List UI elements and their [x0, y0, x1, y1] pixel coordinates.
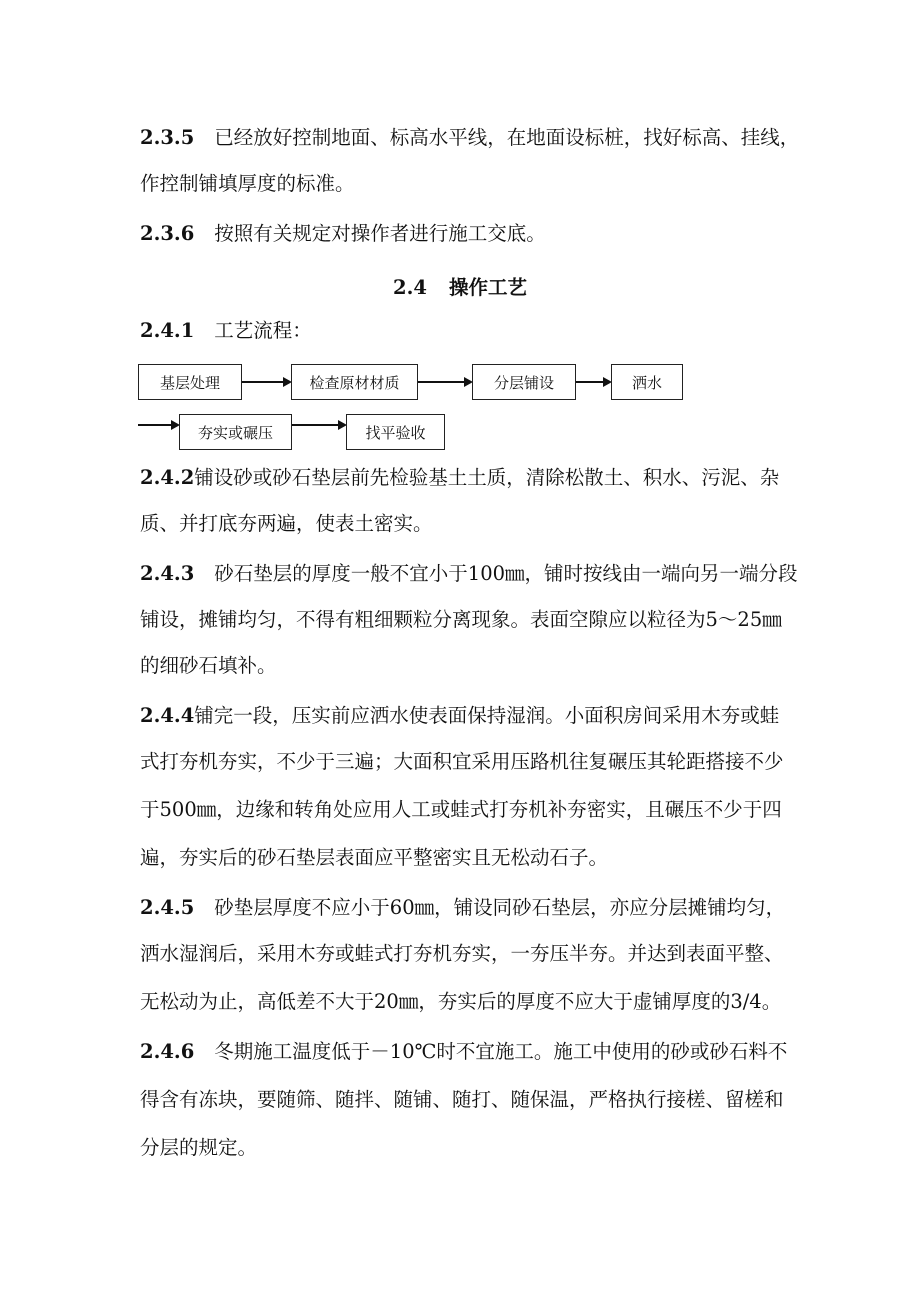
- para-2-3-5-line1: [140, 128, 799, 148]
- para-2-3-6: [140, 224, 546, 244]
- para-text: 按照有关规定对操作者进行施工交底。: [214, 222, 546, 245]
- para-2-4-2-line2: 质、并打底夯两遍，使表土密实。: [140, 512, 433, 535]
- para-2-4-4-line4: 遍，夯实后的砂石垫层表面应平整密实且无松动石子。: [140, 846, 609, 869]
- para-2-4-3-line2: 铺设，摊铺均匀，不得有粗细颗粒分离现象。表面空隙应以粒径为5～25㎜: [140, 608, 782, 631]
- flow-arrow-icon: [242, 381, 290, 383]
- para-2-4-5-line2: 洒水湿润后，采用木夯或蛙式打夯机夯实，一夯压半夯。并达到表面平整、: [140, 942, 784, 965]
- para-number: 2.4.2: [140, 466, 195, 489]
- para-2-4-6-line1: [140, 1042, 787, 1062]
- para-number: 2.4.5: [140, 896, 195, 919]
- para-text: 铺设砂或砂石垫层前先检验基土土质，清除松散土、积水、污泥、杂: [194, 466, 780, 489]
- section-number: 2.4: [393, 276, 427, 299]
- para-2-4-4-line2: 式打夯机夯实，不少于三遍；大面积宜采用压路机往复碾压其轮距搭接不少: [140, 750, 784, 773]
- para-text: 砂石垫层的厚度一般不宜小于100㎜，铺时按线由一端向另一端分段: [214, 562, 798, 585]
- flow-step-material-check: 检查原材材质: [291, 364, 418, 400]
- flow-arrow-icon: [418, 381, 471, 383]
- flow-arrow-icon: [292, 424, 345, 426]
- para-number: 2.3.6: [140, 222, 195, 245]
- para-2-4-3-line1: [140, 564, 798, 584]
- flow-step-leveling-acceptance: 找平验收: [346, 414, 445, 450]
- section-title: 操作工艺: [448, 276, 527, 299]
- para-2-4-2-line1: [140, 468, 779, 488]
- flow-step-compaction: 夯实或碾压: [179, 414, 292, 450]
- para-text: 铺完一段，压实前应洒水使表面保持湿润。小面积房间采用木夯或蛙: [194, 704, 780, 727]
- para-text: 冬期施工温度低于－10℃时不宜施工。施工中使用的砂或砂石料不: [214, 1040, 788, 1063]
- para-text: 已经放好控制地面、标高水平线，在地面设标桩，找好标高、挂线，: [214, 126, 800, 149]
- para-number: 2.4.3: [140, 562, 195, 585]
- para-2-4-4-line1: [140, 706, 779, 726]
- para-2-4-6-line2: 得含有冻块，要随筛、随拌、随铺、随打、随保温，严格执行接槎、留槎和: [140, 1088, 784, 1111]
- flow-arrow-icon: [138, 424, 178, 426]
- flow-arrow-icon: [576, 381, 610, 383]
- para-2-4-3-line3: 的细砂石填补。: [140, 654, 277, 677]
- flow-step-layered-laying: 分层铺设: [472, 364, 576, 400]
- para-number: 2.4.4: [140, 704, 195, 727]
- para-2-4-5-line1: [140, 898, 785, 918]
- para-text: 工艺流程：: [214, 319, 312, 342]
- para-2-4-5-line3: 无松动为止，高低差不大于20㎜，夯实后的厚度不应大于虚铺厚度的3/4。: [140, 990, 782, 1013]
- para-2-3-5-line2: 作控制铺填厚度的标准。: [140, 172, 355, 195]
- section-heading: [0, 272, 920, 300]
- flow-step-base-treatment: 基层处理: [138, 364, 242, 400]
- para-number: 2.4.1: [140, 319, 195, 342]
- para-text: 砂垫层厚度不应小于60㎜，铺设同砂石垫层，亦应分层摊铺均匀，: [214, 896, 786, 919]
- para-number: 2.3.5: [140, 126, 195, 149]
- para-2-4-6-line3: 分层的规定。: [140, 1136, 258, 1159]
- para-2-4-1: [140, 321, 312, 341]
- para-number: 2.4.6: [140, 1040, 195, 1063]
- para-2-4-4-line3: 于500㎜，边缘和转角处应用人工或蛙式打夯机补夯密实，且碾压不少于四: [140, 798, 782, 821]
- flow-step-sprinkle-water: 洒水: [611, 364, 683, 400]
